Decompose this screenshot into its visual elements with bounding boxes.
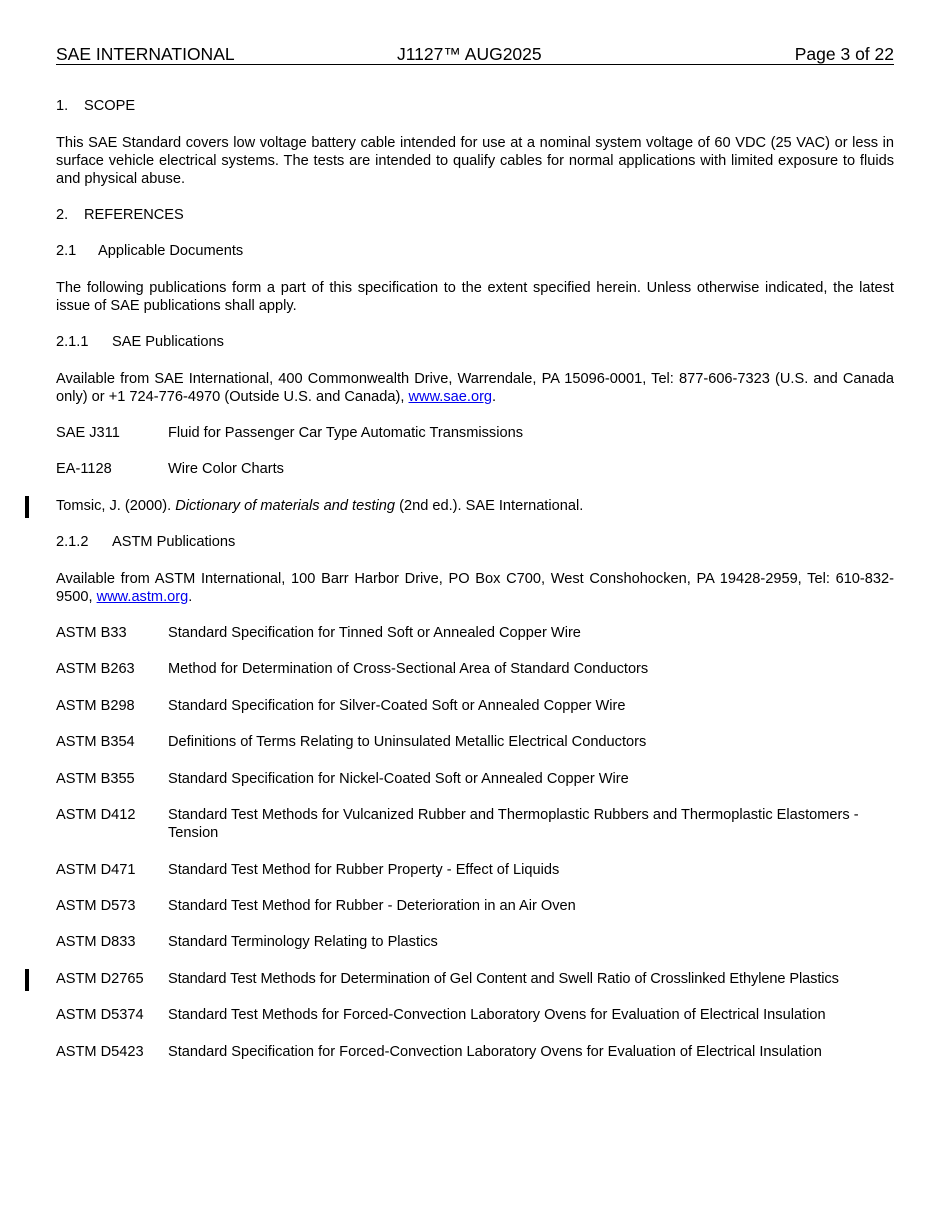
reference-entry	[56, 733, 894, 751]
header-org: SAE INTERNATIONAL	[56, 44, 235, 64]
availability-text: Available from ASTM International, 100 Barr Harbor Drive, PO Box C700, West Conshohocken, PA 19428-2959, Tel: 610-832-9500,	[56, 571, 894, 605]
reference-code: ASTM B263	[56, 661, 135, 677]
section-number: 1.	[56, 98, 69, 114]
header-doc-id: J1127™ AUG2025	[397, 44, 542, 64]
reference-title: Standard Test Methods for Determination of Gel Content and Swell Ratio of Crosslinked Ethylene Plastics	[168, 971, 839, 987]
section-number: 2.	[56, 207, 69, 223]
change-bar	[25, 496, 29, 518]
section-number: 2.1	[56, 243, 77, 259]
sae-website-link[interactable]: www.sae.org	[408, 389, 493, 405]
reference-code: ASTM B33	[56, 625, 127, 641]
reference-code: ASTM B354	[56, 734, 135, 750]
applicable-documents-paragraph: The following publications form a part of this specification to the extent specified herein. Unless otherwise indicated, the latest issue of SAE publications shall apply.	[56, 280, 894, 314]
section-2-1-1-heading	[56, 333, 894, 351]
page-header	[56, 44, 894, 65]
reference-title: Standard Terminology Relating to Plastics	[168, 934, 438, 950]
reference-code: ASTM D412	[56, 807, 136, 823]
reference-entry	[56, 624, 894, 642]
sae-availability-paragraph	[56, 370, 894, 406]
reference-title: Standard Test Method for Rubber Property - Effect of Liquids	[168, 862, 560, 878]
reference-code: ASTM B355	[56, 771, 135, 787]
tomsic-reference	[56, 497, 894, 515]
reference-title: Method for Determination of Cross-Sectional Area of Standard Conductors	[168, 661, 649, 677]
reference-title: Standard Test Methods for Forced-Convection Laboratory Ovens for Evaluation of Electrical Insulation	[168, 1007, 826, 1023]
citation-title: Dictionary of materials and testing	[175, 498, 396, 514]
section-number: 2.1.2	[56, 534, 89, 550]
reference-entry	[56, 424, 894, 442]
reference-title: Standard Specification for Forced-Convection Laboratory Ovens for Evaluation of Electrical Insulation	[168, 1044, 822, 1060]
reference-title: Standard Specification for Silver-Coated Soft or Annealed Copper Wire	[168, 698, 626, 714]
reference-code: EA-1128	[56, 461, 112, 477]
astm-availability-paragraph	[56, 570, 894, 606]
section-title: ASTM Publications	[112, 534, 236, 550]
reference-code: ASTM B298	[56, 698, 135, 714]
reference-entry	[56, 861, 894, 879]
section-title: Applicable Documents	[98, 243, 244, 259]
citation-publisher: (2nd ed.). SAE International.	[395, 498, 584, 514]
reference-code: ASTM D471	[56, 862, 136, 878]
reference-entry	[56, 1006, 894, 1024]
reference-code: ASTM D5423	[56, 1044, 144, 1060]
reference-title: Standard Test Method for Rubber - Deterioration in an Air Oven	[168, 898, 576, 914]
section-1-heading	[56, 97, 894, 115]
section-title: SAE Publications	[112, 334, 224, 350]
change-bar	[25, 969, 29, 991]
section-2-heading	[56, 206, 894, 224]
reference-title: Standard Test Methods for Vulcanized Rubber and Thermoplastic Rubbers and Thermoplastic Elastomers - Tension	[168, 807, 859, 841]
period: .	[188, 589, 193, 605]
reference-title: Standard Specification for Nickel-Coated Soft or Annealed Copper Wire	[168, 771, 629, 787]
section-title: REFERENCES	[84, 207, 184, 223]
reference-code: ASTM D573	[56, 898, 136, 914]
astm-website-link[interactable]: www.astm.org	[96, 589, 189, 605]
reference-entry	[56, 933, 894, 951]
reference-code: ASTM D5374	[56, 1007, 144, 1023]
reference-entry	[56, 697, 894, 715]
reference-entry	[56, 806, 894, 842]
section-2-1-2-heading	[56, 533, 894, 551]
reference-code: SAE J311	[56, 425, 120, 441]
reference-title: Definitions of Terms Relating to Uninsulated Metallic Electrical Conductors	[168, 734, 647, 750]
reference-code: ASTM D2765	[56, 971, 144, 987]
reference-code: ASTM D833	[56, 934, 136, 950]
reference-title: Wire Color Charts	[168, 461, 284, 477]
reference-title: Standard Specification for Tinned Soft or Annealed Copper Wire	[168, 625, 581, 641]
header-page-number: Page 3 of 22	[794, 44, 894, 64]
reference-entry	[56, 1043, 894, 1061]
period: .	[492, 389, 497, 405]
section-number: 2.1.1	[56, 334, 89, 350]
citation-author: Tomsic, J. (2000).	[56, 498, 176, 514]
reference-title: Fluid for Passenger Car Type Automatic Transmissions	[168, 425, 523, 441]
reference-entry	[56, 970, 894, 988]
section-title: SCOPE	[84, 98, 136, 114]
scope-paragraph: This SAE Standard covers low voltage battery cable intended for use at a nominal system voltage of 60 VDC (25 VAC) or less in surface vehicle electrical systems. The tests are intended to qualify cables for normal applications with limited exposure to fluids and physical abuse.	[56, 135, 894, 187]
section-2-1-heading	[56, 242, 894, 260]
reference-entry	[56, 770, 894, 788]
reference-entry	[56, 460, 894, 478]
reference-entry	[56, 897, 894, 915]
availability-text: Available from SAE International, 400 Commonwealth Drive, Warrendale, PA 15096-0001, Tel: 877-606-7323 (U.S. and Canada only) or +1 724-776-4970 (Outside U.S. and Canada),	[56, 371, 894, 405]
reference-entry	[56, 660, 894, 678]
